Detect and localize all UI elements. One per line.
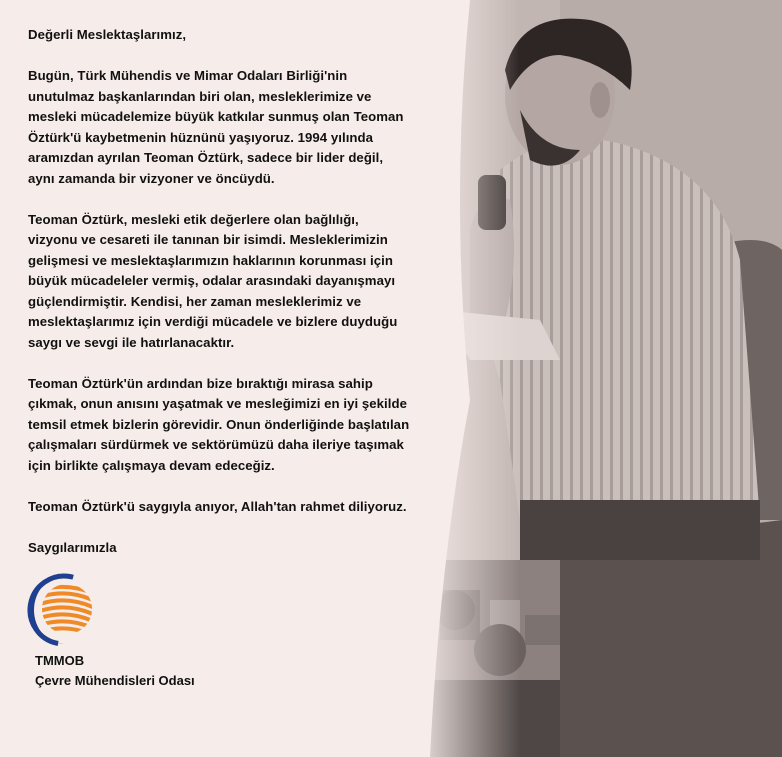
chamber-name: Çevre Mühendisleri Odası [35, 673, 195, 688]
organization-signature [35, 651, 195, 691]
tmmob-globe-logo [27, 573, 101, 647]
paragraph-legacy: Teoman Öztürk, mesleki etik değerlere olan bağlılığı, vizyonu ve cesareti ile tanınan bir isimdi. Mesleklerimizin gelişmesi ve meslektaşlarımızın haklarının korunması için büyük mücadeleler vermiş, odalar arasındaki dayanışmayı güçlendirmiştir. Kendisi, her zaman mesleklerimiz ve meslektaşlarımız için verdiği mücadele ve bizlere duyduğu saygı ve sevgi ile hatırlanacaktır. [28, 211, 398, 350]
paragraph-tribute: Bugün, Türk Mühendis ve Mimar Odaları Birliği'nin unutulmaz başkanlarından biri olan, mesleklerimize ve mesleki mücadelemize büyük katkılar sunmuş olan Teoman Öztürk'ü kaybetmenin hüznünü yaşıyoruz. 1994 yılında aramızdan ayrılan Teoman Öztürk, sadece bir lider değil, aynı zamanda bir vizyoner ve öncüydü. [28, 68, 404, 186]
memorial-letter [28, 25, 468, 558]
closing: Saygılarımızla [28, 539, 117, 555]
salutation: Değerli Meslektaşlarımız, [28, 27, 187, 42]
paragraph-remembrance: Teoman Öztürk'ü saygıyla anıyor, Allah'tan rahmet diliyoruz. [28, 498, 407, 514]
organization-name: TMMOB [35, 653, 85, 668]
paragraph-commitment: Teoman Öztürk'ün ardından bize bıraktığı mirasa sahip çıkmak, onun anısını yaşatmak ve mesleğimizi en iyi şekilde temsil etmek bizlerin görevidir. Onun önderliğinde başlatılan çalışmaları sürdürmek ve sektörümüzü daha ileriye taşımak için birlikte çalışmaya devam edeceğiz. [28, 375, 410, 473]
